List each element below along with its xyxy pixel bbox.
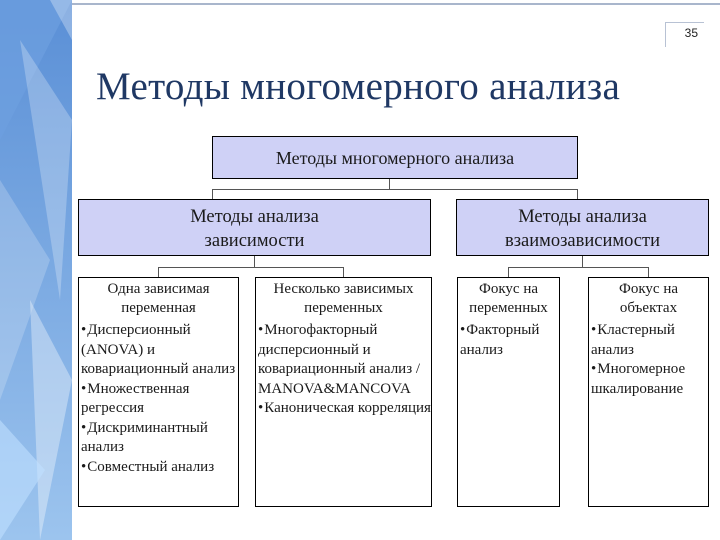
leaf-header-line-1: Фокус на xyxy=(478,281,539,297)
connector-interdependence-bar xyxy=(508,267,649,268)
leaf-header-line-2: переменных xyxy=(304,300,383,316)
method-item xyxy=(81,321,238,380)
method-item-text: Многомерное шкалирование xyxy=(591,361,686,397)
method-item xyxy=(258,399,431,419)
method-item-text: Факторный анализ xyxy=(460,322,540,358)
leaf-focus-on-variables xyxy=(457,277,560,507)
connector-to-dependence xyxy=(212,189,213,199)
method-item xyxy=(258,321,431,399)
bullet-icon: • xyxy=(81,458,87,475)
dependence-label-line-2: зависимости xyxy=(204,231,305,251)
leaf-several-dependent-variables xyxy=(255,277,432,507)
method-item-text: Каноническая корреляция xyxy=(264,400,431,416)
interdependence-label-line-1: Методы анализа xyxy=(518,207,647,227)
method-list xyxy=(256,321,431,419)
method-item xyxy=(81,458,238,478)
connector-to-leaf2 xyxy=(343,267,344,277)
connector-to-leaf4 xyxy=(648,267,649,277)
bullet-icon: • xyxy=(591,361,597,377)
bullet-icon: • xyxy=(591,322,597,338)
root-node-label: Методы многомерного анализа xyxy=(275,148,515,168)
method-list xyxy=(589,321,708,399)
leaf-header-line-1: Фокус на xyxy=(618,281,679,297)
method-item xyxy=(81,380,238,419)
connector-to-leaf3 xyxy=(508,267,509,277)
method-item xyxy=(591,321,708,360)
root-node xyxy=(212,136,578,179)
method-item-text: Дискриминантный анализ xyxy=(81,419,208,455)
leaf-focus-on-objects xyxy=(588,277,709,507)
decorative-sidebar-graphic xyxy=(0,0,72,540)
bullet-icon: • xyxy=(258,322,264,338)
leaf-header xyxy=(458,278,559,318)
method-item-text: Совместный анализ xyxy=(87,458,215,475)
connector-to-interdependence xyxy=(577,189,578,199)
leaf-header-line-1: Несколько зависимых xyxy=(273,281,414,297)
slide-title: Методы многомерного анализа xyxy=(96,65,621,108)
bullet-icon: • xyxy=(460,322,466,338)
method-list xyxy=(458,321,559,360)
slide-number: 35 xyxy=(684,26,698,40)
bullet-icon: • xyxy=(81,419,87,436)
leaf-one-dependent-variable xyxy=(78,277,239,507)
method-item-text: Множественная регрессия xyxy=(81,380,190,416)
method-item-text: Многофакторный дисперсионный и ковариационный анализ / MANOVA&MANCOVA xyxy=(258,322,421,397)
method-item xyxy=(81,419,238,458)
interdependence-methods-node xyxy=(456,199,709,256)
connector-level2-bar xyxy=(212,189,578,190)
leaf-header-line-2: объектах xyxy=(619,300,678,316)
bullet-icon: • xyxy=(258,400,264,416)
leaf-header xyxy=(256,278,431,318)
connector-to-leaf1 xyxy=(158,267,159,277)
top-rule xyxy=(72,3,720,5)
leaf-header xyxy=(79,278,238,318)
leaf-header-line-2: переменных xyxy=(469,300,548,316)
connector-interdependence-down xyxy=(582,256,583,267)
leaf-header-line-1: Одна зависимая xyxy=(107,281,210,297)
connector-dependence-down xyxy=(254,256,255,267)
dependence-methods-label xyxy=(79,200,430,253)
dependence-label-line-1: Методы анализа xyxy=(190,207,319,227)
connector-dependence-bar xyxy=(158,267,344,268)
method-item xyxy=(460,321,559,360)
dependence-methods-node xyxy=(78,199,431,256)
method-item xyxy=(591,360,708,399)
connector-root-down xyxy=(389,179,390,189)
method-list xyxy=(79,321,238,477)
interdependence-methods-label xyxy=(457,200,708,253)
bullet-icon: • xyxy=(81,380,87,397)
method-item-text: Дисперсионный (ANOVA) и ковариационный анализ xyxy=(81,322,236,377)
interdependence-label-line-2: взаимозависимости xyxy=(505,231,660,251)
leaf-header xyxy=(589,278,708,318)
leaf-header-line-2: переменная xyxy=(121,300,196,316)
method-item-text: Кластерный анализ xyxy=(591,322,675,358)
bullet-icon: • xyxy=(81,322,87,338)
